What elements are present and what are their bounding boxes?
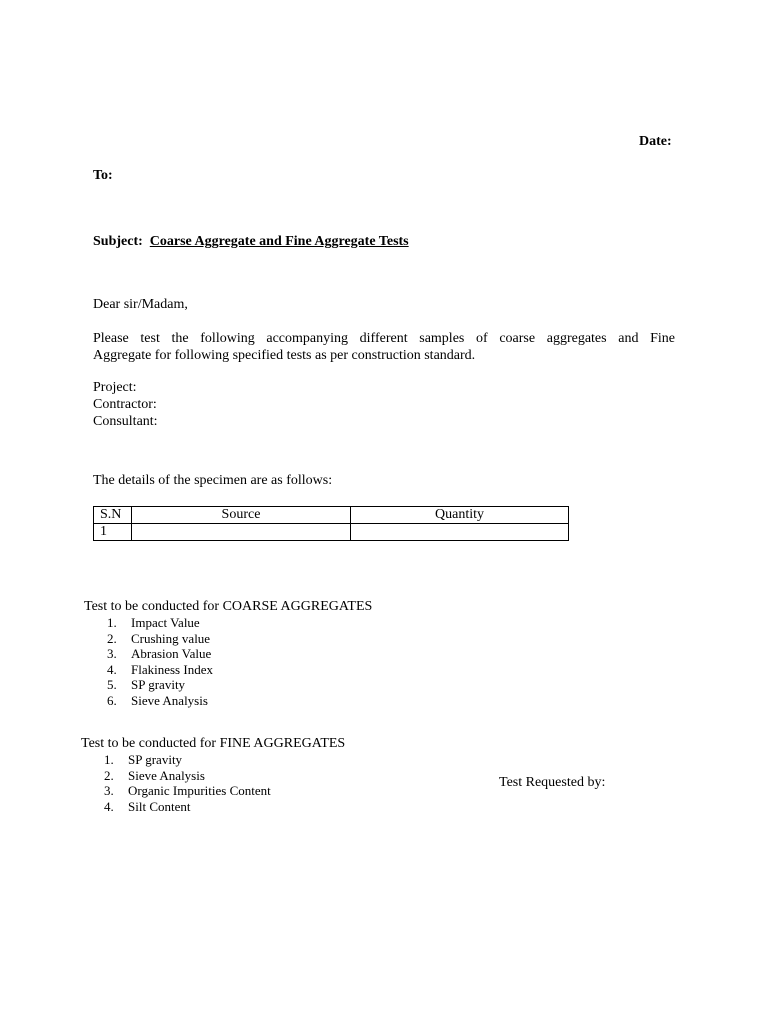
list-item: 6. Sieve Analysis <box>107 692 208 708</box>
letter-body-line-1: Please test the following accompanying different samples of coarse aggregates and Fine <box>93 331 675 346</box>
list-item: 2. Crushing value <box>107 630 211 646</box>
list-item: 3. Organic Impurities Content <box>104 783 271 798</box>
fine-tests-title: Test to be conducted for FINE AGGREGATES <box>81 736 346 751</box>
subject-line <box>93 233 409 250</box>
to-label: To: <box>93 168 113 183</box>
list-item: 4. Flakiness Index <box>107 661 213 677</box>
letter-body-line-2: Aggregate for following specified tests as per construction standard. <box>93 348 476 363</box>
subject-label: Subject: <box>93 234 143 249</box>
cell-sn: 1 <box>94 524 132 541</box>
test-requested-by-label: Test Requested by: <box>499 775 606 790</box>
table-row <box>94 524 569 541</box>
coarse-tests-list <box>107 615 213 708</box>
table-header-row <box>94 507 569 524</box>
specimen-table <box>93 506 569 541</box>
letter-body <box>93 330 675 364</box>
specimen-details-intro: The details of the specimen are as follows: <box>93 473 333 488</box>
subject-text: Coarse Aggregate and Fine Aggregate Tests <box>149 234 409 249</box>
list-item: 4. Silt Content <box>104 798 191 814</box>
list-item: 1. Impact Value <box>107 615 200 630</box>
header-sn: S.N <box>94 507 132 524</box>
fine-tests-list <box>104 752 271 814</box>
list-item: 2. Sieve Analysis <box>104 767 205 783</box>
project-label: Project: <box>93 380 137 395</box>
salutation: Dear sir/Madam, <box>93 297 188 312</box>
date-label: Date: <box>639 134 672 149</box>
cell-source <box>132 524 351 541</box>
coarse-tests-title: Test to be conducted for COARSE AGGREGATES <box>84 599 373 614</box>
contractor-label: Contractor: <box>93 397 157 412</box>
list-item: 3. Abrasion Value <box>107 646 212 661</box>
list-item: 5. SP gravity <box>107 677 186 692</box>
list-item: 1. SP gravity <box>104 752 183 767</box>
consultant-label: Consultant: <box>93 414 158 429</box>
cell-quantity <box>351 524 569 541</box>
header-quantity: Quantity <box>351 507 569 524</box>
header-source: Source <box>132 507 351 524</box>
